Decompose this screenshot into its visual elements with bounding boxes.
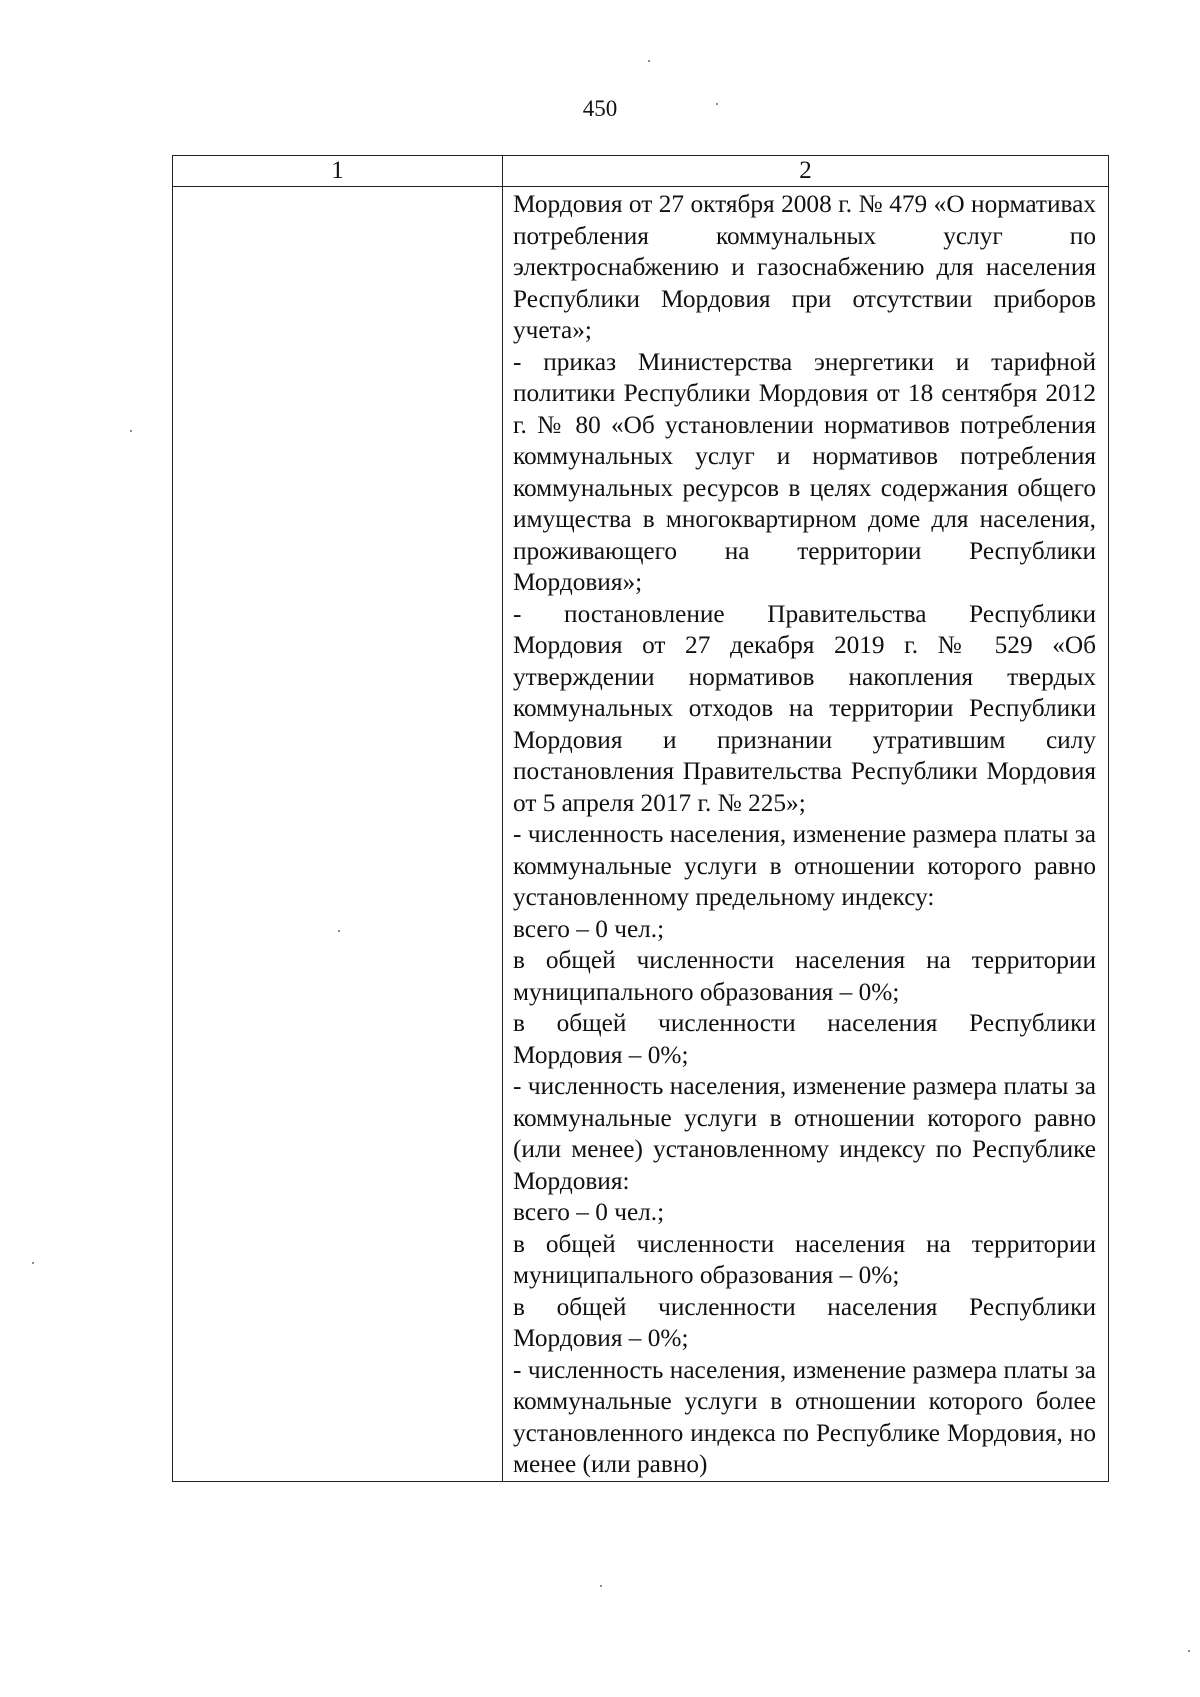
scan-speck — [1188, 1650, 1190, 1652]
paragraph-decree-2019: - постановление Правительства Республики Мордовия от 27 декабря 2019 г. № 529 «Об утверждении нормативов накопления твердых коммунальных отходов на территории Республики Мордовия и признании утратившим силу постановления Правительства Республики Мордовия от 5 апреля 2017 г. № 225»; — [513, 599, 1096, 817]
table-row — [173, 187, 1109, 1482]
right-cell-content — [503, 187, 1108, 1481]
paragraph-population-equal-limit: - численность населения, изменение размера платы за коммунальные услуги в отношении которого равно установленному предельному индексу: — [513, 820, 1096, 911]
paragraph-municipal-share-1: в общей численности населения на территории муниципального образования – 0%; — [513, 946, 1096, 1006]
scan-speck — [338, 930, 340, 932]
scan-speck — [130, 430, 132, 432]
left-cell — [173, 187, 503, 1482]
document-table — [172, 155, 1109, 1482]
paragraph-population-equal-or-less: - численность населения, изменение размера платы за коммунальные услуги в отношении которого равно (или менее) установленному индексу по Республике Мордовия: — [513, 1072, 1096, 1195]
scan-speck — [32, 1262, 34, 1264]
paragraph-decree-2008: Мордовия от 27 октября 2008 г. № 479 «О нормативах потребления коммунальных услуг по электроснабжению и газоснабжению для населения Республики Мордовия при отсутствии приборов учета»; — [513, 190, 1096, 344]
scan-speck — [716, 103, 718, 105]
paragraph-population-above-index: - численность населения, изменение размера платы за коммунальные услуги в отношении которого более установленного индекса по Республике Мордовия, но менее (или равно) — [513, 1355, 1096, 1478]
right-cell — [503, 187, 1109, 1482]
column-header-1: 1 — [173, 156, 503, 187]
scan-speck — [600, 1585, 602, 1587]
paragraph-republic-share-2: в общей численности населения Республики Мордовия – 0%; — [513, 1292, 1096, 1352]
paragraph-municipal-share-2: в общей численности населения на территории муниципального образования – 0%; — [513, 1229, 1096, 1289]
paragraph-total-2: всего – 0 чел.; — [513, 1198, 665, 1226]
scan-speck — [648, 60, 650, 62]
column-header-2: 2 — [503, 156, 1109, 187]
table-header-row — [173, 156, 1109, 187]
paragraph-order-2012: - приказ Министерства энергетики и тарифной политики Республики Мордовия от 18 сентября 2012 г. № 80 «Об установлении нормативов потребления коммунальных услуг и нормативов потребления коммунальных ресурсов в целях содержания общего имущества в многоквартирном доме для населения, проживающего на территории Республики Мордовия»; — [513, 347, 1096, 596]
page-number: 450 — [582, 96, 618, 121]
paragraph-republic-share-1: в общей численности населения Республики Мордовия – 0%; — [513, 1009, 1096, 1069]
paragraph-total-1: всего – 0 чел.; — [513, 914, 665, 943]
